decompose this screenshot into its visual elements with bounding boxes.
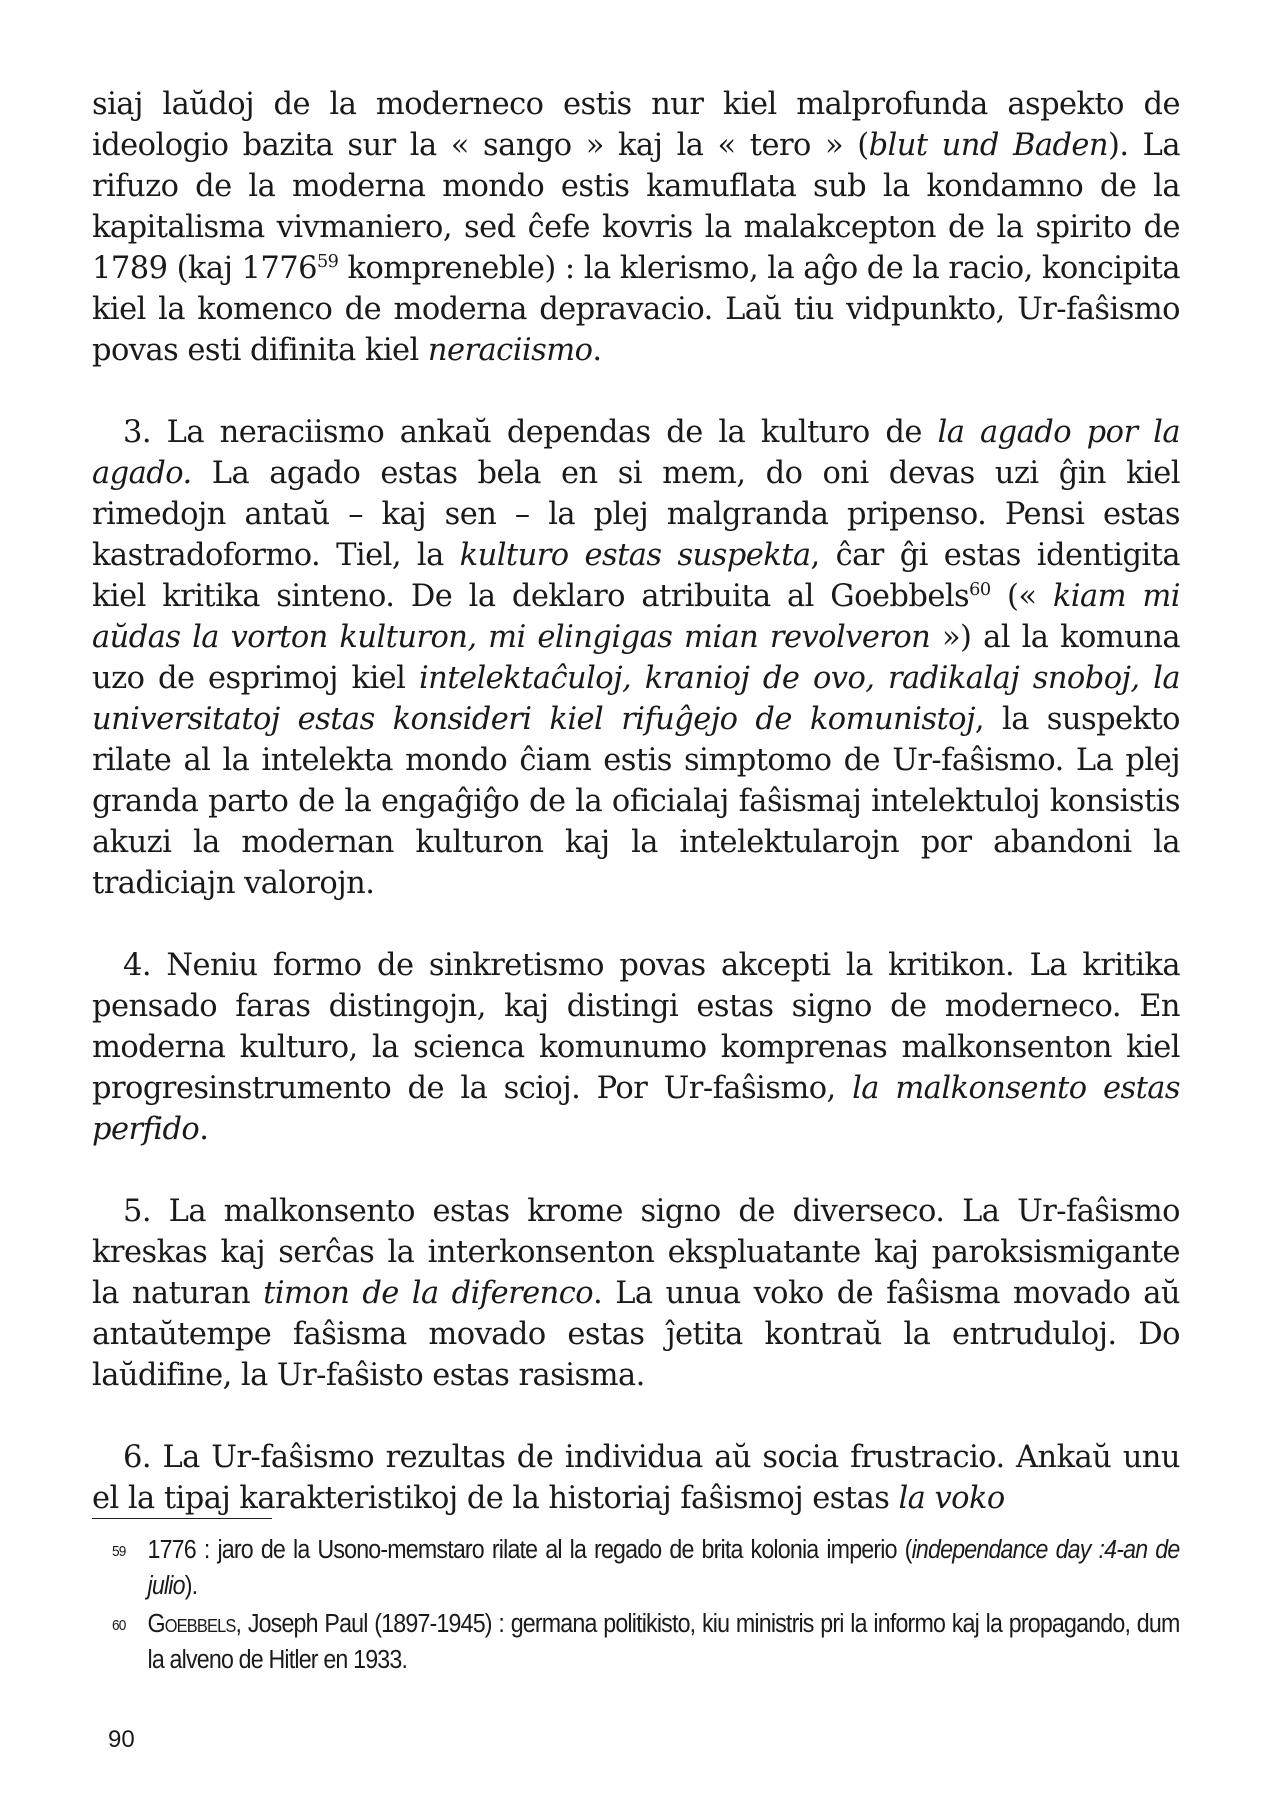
text-run: , ĉar ĝi estas identigita kiel kritika sinteno. De la deklaro atribuita al Goebbels (92, 538, 1180, 614)
text-run: . La unua voko de faŝisma movado aŭ antaŭtempe faŝisma movado estas ĵetita kontraŭ la entruduloj. Do laŭdifine, la Ur-faŝisto estas rasisma. (92, 1276, 1180, 1393)
italic-run: blut und Baden (868, 128, 1109, 163)
italic-run: timon de la diferenco (263, 1276, 594, 1311)
footnote-author-name: Goebbels (147, 1610, 236, 1638)
italic-run: kiam mi aŭdas la vorton kulturon, mi elingigas mian revolveron (92, 579, 1180, 655)
paragraph-6 (92, 1437, 1180, 1519)
paragraph-intro (92, 84, 1180, 371)
paragraph-5 (92, 1191, 1180, 1396)
italic-run: kulturo estas suspekta (459, 538, 811, 573)
text-run: siaj laŭdoj de la moderneco estis nur kiel malprofunda aspekto de ideologio bazita sur la « sango » kaj la « tero » ( (92, 87, 1180, 163)
page-number: 90 (108, 1726, 135, 1753)
text-run: kompreneble) : la klerismo, la aĝo de la racio, koncipita kiel la komenco de moderna depravacio. Laŭ tiu vidpunkto, Ur-faŝismo povas esti difinita kiel (92, 251, 1180, 368)
footnote-ref-59[interactable]: 59 (316, 252, 339, 273)
italic-run: neraciismo (427, 333, 593, 368)
page-body (92, 84, 1180, 1519)
italic-run: la voko (898, 1481, 1005, 1516)
footnote-60 (92, 1606, 1179, 1678)
footnote-text: , Joseph Paul (1897-1945) : germana politikisto, kiu ministris pri la informo kaj la propagando, dum la alveno de Hitler en 1933. (147, 1610, 1180, 1674)
footnote-text: ). (184, 1572, 198, 1600)
footnote-number: 60 (112, 1617, 126, 1634)
text-run: ») al la komuna uzo de esprimoj kiel (92, 620, 1181, 696)
text-run: 6. La Ur-faŝismo rezultas de individua aŭ socia frustracio. Ankaŭ unu el la tipaj karakteristikoj de la historiaj faŝismoj estas (92, 1440, 1180, 1516)
footnote-number: 59 (112, 1543, 126, 1560)
text-run: 5. La malkonsento estas krome signo de diverseco. La Ur-faŝismo kreskas kaj serĉas la interkonsenton ekspluatante kaj paroksismigante la naturan (92, 1194, 1180, 1311)
paragraph-4 (92, 945, 1180, 1150)
italic-run: intelektaĉuloj, kranioj de ovo, radikalaj snoboj, la universitatoj estas konsideri kiel rifuĝejo de komunistoj (92, 661, 1180, 737)
text-run: ). La rifuzo de la moderna mondo estis kamuflata sub la kondamno de la kapitalisma vivmaniero, sed ĉefe kovris la malakcepton de la spirito de 1789 (kaj 1776 (92, 128, 1180, 286)
paragraph-3 (92, 412, 1180, 904)
footnote-italic: independance day :4-an de julio (147, 1536, 1180, 1600)
text-run: . (592, 333, 602, 368)
italic-run: la agado por la agado. (92, 415, 1180, 491)
footnote-59 (92, 1532, 1179, 1604)
text-run: . (199, 1112, 209, 1147)
main-text (92, 84, 1180, 1519)
text-run: (« (990, 579, 1037, 614)
footnote-divider (92, 1518, 272, 1519)
footnotes (92, 1532, 1180, 1680)
text-run: 4. Neniu formo de sinkretismo povas akcepti la kritikon. La kritika pensado faras distingojn, kaj distingi estas signo de moderneco. En moderna kulturo, la scienca komunumo komprenas malkonsenton kiel progresinstrumento de la scioj. Por Ur-faŝismo, (92, 948, 1180, 1106)
footnote-text: 1776 : jaro de la Usono-memstaro rilate al la regado de brita kolonia imperio ( (147, 1536, 912, 1564)
text-run: La agado estas bela en si mem, do oni devas uzi ĝin kiel rimedojn antaŭ – kaj sen – la plej malgranda pripenso. Pensi estas kastradoformo. Tiel, la (92, 456, 1180, 573)
text-run: , la suspekto rilate al la intelekta mondo ĉiam estis simptomo de Ur-faŝismo. La plej granda parto de la engaĝiĝo de la oficialaj faŝismaj intelektuloj konsistis akuzi la modernan kulturon kaj la intelektularojn por abandoni la tradiciajn valorojn. (92, 702, 1180, 901)
footnote-ref-60[interactable]: 60 (969, 580, 991, 601)
italic-run: la malkonsento estas perfido (92, 1071, 1181, 1147)
text-run: 3. La neraciismo ankaŭ dependas de la kulturo de (123, 415, 938, 450)
